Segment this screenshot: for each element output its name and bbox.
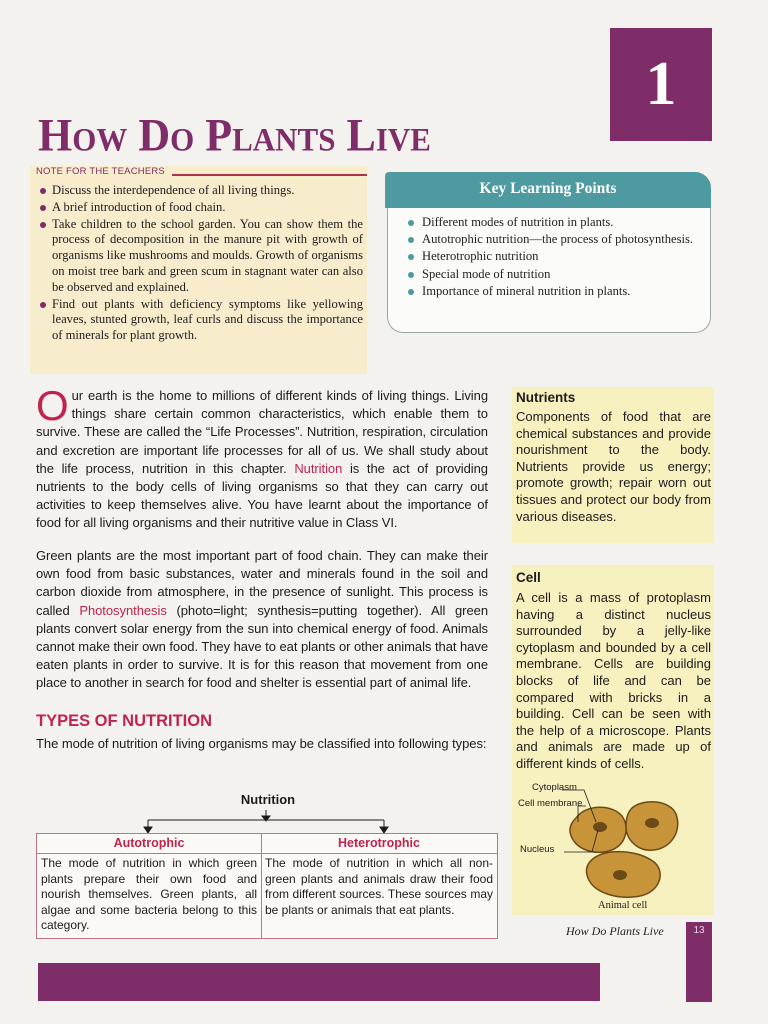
animal-cell-figure: [514, 778, 712, 912]
nucleus-shape: [645, 818, 659, 828]
drop-cap: O: [36, 382, 69, 429]
paragraph-text: ur earth is the home to millions of different kinds of living things. Living things share certain common characteristics, which enable them to survive. These are called the “Life Processes”. Nutrition, respiration, circulation and excretion are important life processes for all of us. We shall study about the life process, nutrition in this chapter.: [36, 388, 488, 476]
side-box-text: Components of food that are chemical substances and provide nourishment to the body. Nutrients provide us energy; promote growth; repair worn out tissues and protect our body from various diseases.: [516, 409, 711, 524]
key-learning-box: [385, 172, 711, 332]
nucleus-label: Nucleus: [520, 844, 555, 855]
figure-caption: Animal cell: [598, 900, 648, 911]
page-title: How Do Plants Live: [38, 109, 431, 162]
nutrients-box: [512, 387, 714, 543]
key-learning-body: [387, 208, 711, 333]
section-intro: The mode of nutrition of living organisms may be classified into following types:: [36, 736, 487, 751]
heterotrophic-column: [261, 834, 497, 938]
highlighted-term: Nutrition: [294, 460, 343, 476]
section-heading: TYPES OF NUTRITION: [36, 712, 213, 730]
cell-membrane-label: Cell membrane: [518, 798, 583, 809]
intro-paragraph: [36, 382, 488, 533]
side-box-heading: Nutrients: [516, 390, 576, 405]
paragraph-text: is the act of providing nutrients to the body cells of living organisms so that they can carry out activities to keep themselves alive. You have learnt about the importance of food for all living organisms and their nutritive value in Class VI.: [36, 460, 488, 531]
highlighted-term: Photosynthesis: [79, 602, 167, 618]
footer-bar: [38, 963, 600, 1001]
running-title: How Do Plants Live: [566, 924, 664, 938]
key-learning-item: Different modes of nutrition in plants.: [406, 214, 701, 231]
teacher-note-item: Take children to the school garden. You can show them the process of decomposition in the manure pit with growth of organisms like mushrooms and moulds. Growth of organisms on moist tree bark and green scum in stagnant water can also be observed and explained.: [38, 217, 363, 296]
side-box-heading: Cell: [516, 570, 541, 585]
key-learning-heading: Key Learning Points: [385, 172, 711, 208]
nucleus-shape: [613, 870, 627, 880]
column-heading: Heterotrophic: [261, 834, 497, 854]
teacher-note-heading: NOTE FOR THE TEACHERS: [36, 166, 165, 177]
photosynthesis-paragraph: [36, 547, 488, 693]
column-text: The mode of nutrition in which green plants prepare their own food and nourish themselves. Green plants, all algae and some bacteria belong to this category.: [41, 856, 257, 933]
teacher-note-item: Find out plants with deficiency symptoms like yellowing leaves, stunted growth, leaf curls and discuss the importance of minerals for plant growth.: [38, 297, 363, 344]
teacher-note-box: [30, 166, 367, 374]
page-number: 13: [686, 922, 712, 1002]
diagram-root-label: Nutrition: [240, 792, 296, 807]
side-box-text: A cell is a mass of protoplasm having a distinct nucleus surrounded by a jelly-like cytoplasm and bounded by a cell membrane. Cells are building blocks of life and can be compared with bricks in a building. Cell can be seen with the help of a microscope. Plants and animals are made up of different kinds of cells.: [516, 590, 711, 771]
key-learning-item: Autotrophic nutrition—the process of photosynthesis.: [406, 231, 701, 248]
teacher-note-list: [38, 183, 363, 345]
teacher-note-item: A brief introduction of food chain.: [38, 200, 363, 216]
cytoplasm-label: Cytoplasm: [532, 782, 577, 793]
column-text: The mode of nutrition in which all non-green plants and animals draw their food from different sources. These sources may be plants or animals that eat plants.: [265, 856, 493, 917]
diagram-connectors: [36, 806, 496, 834]
nutrition-types-table: [36, 833, 498, 939]
paragraph-text: (photo=light; synthesis=putting together). All green plants convert solar energy from the sun into chemical energy of food. Animals cannot make their own food. They have to eat plants or other animals that have eaten plants in order to survive. It is for this reason that movement from one place to another in search for food and shelter is essential part of animal life.: [36, 602, 488, 691]
column-heading: Autotrophic: [37, 834, 261, 854]
key-learning-item: Special mode of nutrition: [406, 266, 701, 283]
teacher-note-divider: [172, 174, 367, 176]
teacher-note-item: Discuss the interdependence of all living things.: [38, 183, 363, 199]
autotrophic-column: [37, 834, 262, 938]
nucleus-shape: [593, 822, 607, 832]
key-learning-item: Importance of mineral nutrition in plants.: [406, 283, 701, 300]
key-learning-list: [406, 214, 701, 300]
paragraph-text: Green plants are the most important part of food chain. They can make their own food from basic substances, water and minerals found in the soil and carbon dioxide from atmosphere, in the presence of sunlight. This process is called: [36, 548, 488, 618]
key-learning-item: Heterotrophic nutrition: [406, 248, 701, 265]
chapter-number-tab: 1: [610, 28, 712, 141]
